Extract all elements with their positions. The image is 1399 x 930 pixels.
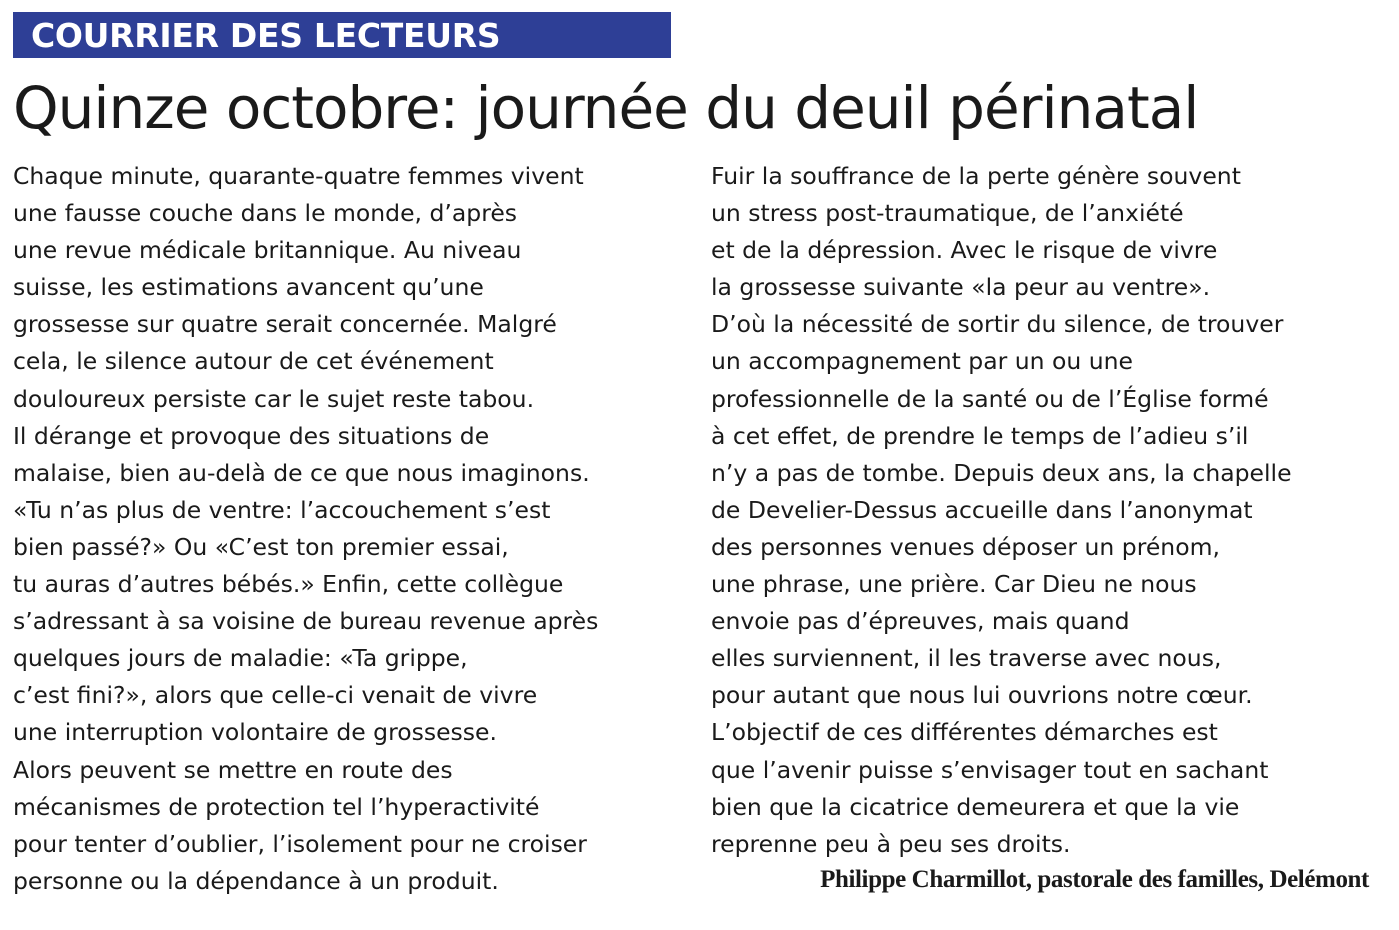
text-line: et de la dépression. Avec le risque de vivre [711,236,1218,265]
text-line: s’adressant à sa voisine de bureau revenue après [13,607,599,636]
text-line: Chaque minute, quarante-quatre femmes vivent [13,162,584,190]
article-column-right [711,158,1386,863]
text-line: personne ou la dépendance à un produit. [13,866,499,895]
text-line: une revue médicale britannique. Au niveau [13,236,522,265]
section-rubric-banner [13,12,671,58]
text-line: des personnes venues déposer un prénom, [711,532,1220,561]
text-line: reprenne peu à peu ses droits. [711,829,1071,858]
text-line: malaise, bien au-delà de ce que nous imaginons. [13,458,590,487]
text-line: une interruption volontaire de grossesse. [13,718,497,747]
text-line: une fausse couche dans le monde, d’après [13,199,518,228]
text-line: Alors peuvent se mettre en route des [13,755,453,784]
text-line: pour tenter d’oublier, l’isolement pour ne croiser [13,829,587,858]
author-signature: Philippe Charmillot, pastorale des familles, Delémont [820,866,1369,893]
text-line: la grossesse suivante «la peur au ventre». [711,273,1211,302]
text-line: elles surviennent, il les traverse avec nous, [711,644,1222,673]
text-line: bien que la cicatrice demeurera et que la vie [711,792,1240,821]
text-line: à cet effet, de prendre le temps de l’adieu s’il [711,421,1249,450]
text-line: cela, le silence autour de cet événement [13,347,494,376]
text-line: pour autant que nous lui ouvrions notre cœur. [711,681,1253,710]
text-line: suisse, les estimations avancent qu’une [13,273,484,302]
article-headline: Quinze octobre: journée du deuil périnatal [13,74,1199,142]
text-line: envoie pas d’épreuves, mais quand [711,607,1130,636]
text-line: mécanismes de protection tel l’hyperactivité [13,792,540,821]
text-line: douloureux persiste car le sujet reste tabou. [13,384,535,413]
text-line: bien passé?» Ou «C’est ton premier essai, [13,532,509,561]
text-line: une phrase, une prière. Car Dieu ne nous [711,570,1197,599]
text-line: un stress post-traumatique, de l’anxiété [711,199,1184,228]
section-rubric-label: COURRIER DES LECTEURS [31,15,501,55]
text-line: L’objectif de ces différentes démarches est [711,718,1218,747]
text-line: de Develier-Dessus accueille dans l’anonymat [711,495,1253,524]
text-line: professionnelle de la santé ou de l’Église formé [711,384,1269,413]
text-line: grossesse sur quatre serait concernée. Malgré [13,310,557,339]
text-line: Fuir la souffrance de la perte génère souvent [711,162,1241,190]
text-line: c’est fini?», alors que celle-ci venait de vivre [13,681,538,710]
text-line: quelques jours de maladie: «Ta grippe, [13,644,468,673]
text-line: tu auras d’autres bébés.» Enfin, cette collègue [13,570,564,599]
text-line: «Tu n’as plus de ventre: l’accouchement s’est [13,495,551,524]
text-line: D’où la nécessité de sortir du silence, de trouver [711,310,1284,339]
article-column-left [13,158,688,900]
text-line: Il dérange et provoque des situations de [13,421,490,450]
text-line: que l’avenir puisse s’envisager tout en sachant [711,755,1269,784]
text-line: n’y a pas de tombe. Depuis deux ans, la chapelle [711,458,1292,487]
text-line: un accompagnement par un ou une [711,347,1133,376]
